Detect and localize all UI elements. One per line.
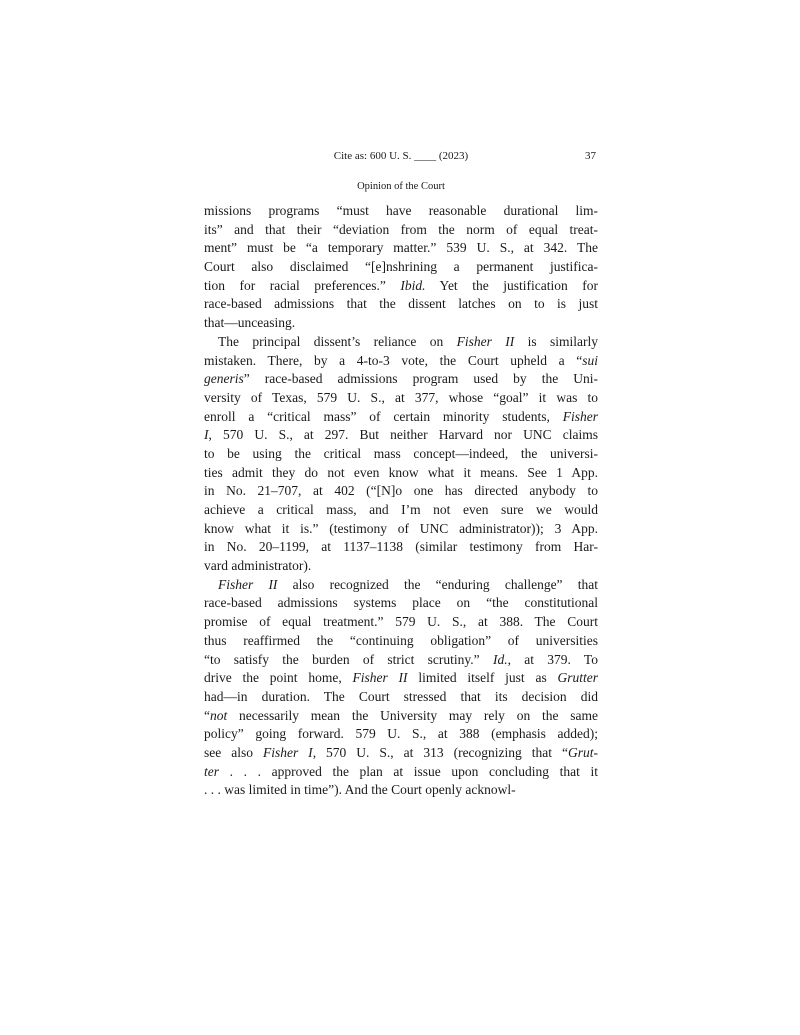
italic-text: Ibid. xyxy=(400,277,426,293)
text-line xyxy=(204,669,598,688)
text-line xyxy=(204,707,598,726)
text-run: Court also disclaimed “[e]nshrining a permanent justifica- xyxy=(204,259,598,275)
text-line xyxy=(204,370,598,389)
text-line xyxy=(204,482,598,501)
italic-text: sui xyxy=(582,352,598,368)
text-line xyxy=(204,594,598,613)
text-run: , 570 U. S., at 297. But neither Harvard nor UNC claims xyxy=(208,427,598,443)
text-line xyxy=(204,688,598,707)
text-run: promise of equal treatment.” 579 U. S., at 388. The Court xyxy=(204,614,598,630)
text-run: . . . was limited in time”). And the Court openly acknowl- xyxy=(204,782,516,798)
italic-text: Id. xyxy=(492,651,508,667)
text-run: . . . approved the plan at issue upon concluding that it xyxy=(219,763,598,779)
text-run: limited itself just as xyxy=(407,670,558,686)
text-line xyxy=(204,781,598,800)
italic-text: Fisher II xyxy=(218,576,278,592)
text-line xyxy=(204,426,598,445)
text-run: know what it is.” (testimony of UNC administrator)); 3 App. xyxy=(204,520,598,536)
text-run: see also xyxy=(204,744,263,760)
text-line xyxy=(204,464,598,483)
opinion-paragraph xyxy=(204,576,598,800)
text-line xyxy=(204,763,598,782)
text-run: ment” must be “a temporary matter.” 539 U. S., at 342. The xyxy=(204,240,598,256)
text-line xyxy=(204,239,598,258)
italic-text: not xyxy=(210,707,228,723)
text-run: , at 379. To xyxy=(507,651,598,667)
text-line xyxy=(204,557,598,576)
text-run: necessarily mean the University may rely on the same xyxy=(227,707,598,723)
text-run: had—in duration. The Court stressed that its decision did xyxy=(204,688,598,704)
text-run: policy” going forward. 579 U. S., at 388 (emphasis added); xyxy=(204,726,598,742)
opinion-paragraph xyxy=(204,202,598,333)
text-line xyxy=(204,744,598,763)
text-run: “ xyxy=(204,707,210,723)
text-run: mistaken. There, by a 4-to-3 vote, the Court upheld a “ xyxy=(204,352,583,368)
text-run: “to satisfy the burden of strict scrutiny.” xyxy=(204,651,493,667)
text-line xyxy=(204,408,598,427)
text-run: ” race-based admissions program used by the Uni- xyxy=(243,371,598,387)
text-run: versity of Texas, 579 U. S., at 377, whose “goal” it was to xyxy=(204,389,598,405)
text-line xyxy=(204,295,598,314)
text-line xyxy=(204,352,598,371)
text-line xyxy=(204,651,598,670)
text-run: The principal dissent’s reliance on xyxy=(218,333,457,349)
text-run: in No. 21–707, at 402 (“[N]o one has directed anybody to xyxy=(204,483,598,499)
text-line xyxy=(204,632,598,651)
italic-text: Grut- xyxy=(568,744,598,760)
text-line xyxy=(204,445,598,464)
text-run: tion for racial preferences.” xyxy=(204,277,401,293)
text-line xyxy=(204,520,598,539)
text-run: its” and that their “deviation from the norm of equal treat- xyxy=(204,221,598,237)
text-line xyxy=(204,613,598,632)
opinion-paragraph xyxy=(204,333,598,576)
text-run: drive the point home, xyxy=(204,670,353,686)
text-run: that—unceasing. xyxy=(204,315,296,331)
text-line xyxy=(204,314,598,333)
text-line xyxy=(204,221,598,240)
citation-line: Cite as: 600 U. S. ____ (2023) xyxy=(333,150,469,162)
text-run: ties admit they do not even know what it means. See 1 App. xyxy=(204,464,598,480)
text-line xyxy=(204,389,598,408)
text-run: to be using the critical mass concept—indeed, the universi- xyxy=(204,445,598,461)
text-run: is similarly xyxy=(514,333,598,349)
running-head: Opinion of the Court xyxy=(357,181,445,192)
italic-text: Fisher II xyxy=(352,670,408,686)
text-run: thus reaffirmed the “continuing obligation” of universities xyxy=(204,632,598,648)
text-line xyxy=(204,258,598,277)
text-run: also recognized the “enduring challenge” that xyxy=(277,576,598,592)
text-run: vard administrator). xyxy=(204,558,312,574)
text-line xyxy=(204,576,598,595)
italic-text: Fisher I xyxy=(262,744,313,760)
opinion-body xyxy=(204,202,598,800)
text-line xyxy=(204,277,598,296)
italic-text: I xyxy=(204,427,209,443)
italic-text: Grutter xyxy=(557,670,598,686)
text-line xyxy=(204,202,598,221)
text-run: in No. 20–1199, at 1137–1138 (similar testimony from Har- xyxy=(204,539,598,555)
text-line xyxy=(204,725,598,744)
italic-text: Fisher II xyxy=(456,333,515,349)
text-run: achieve a critical mass, and I’m not even sure we would xyxy=(204,502,598,517)
italic-text: ter xyxy=(204,763,219,779)
text-run: , 570 U. S., at 313 (recognizing that “ xyxy=(312,744,568,760)
text-run: missions programs “must have reasonable durational lim- xyxy=(204,203,598,218)
text-run: enroll a “critical mass” of certain minority students, xyxy=(204,408,563,424)
text-line xyxy=(204,333,598,352)
text-run: Yet the justification for xyxy=(425,277,598,293)
italic-text: Fisher xyxy=(562,408,598,424)
text-run: race-based admissions that the dissent latches on to is just xyxy=(204,296,598,312)
italic-text: generis xyxy=(204,371,244,387)
text-run: race-based admissions systems place on “the constitutional xyxy=(204,595,598,611)
page-header xyxy=(204,150,598,166)
text-line xyxy=(204,501,598,520)
page-number: 37 xyxy=(585,150,596,162)
text-line xyxy=(204,538,598,557)
